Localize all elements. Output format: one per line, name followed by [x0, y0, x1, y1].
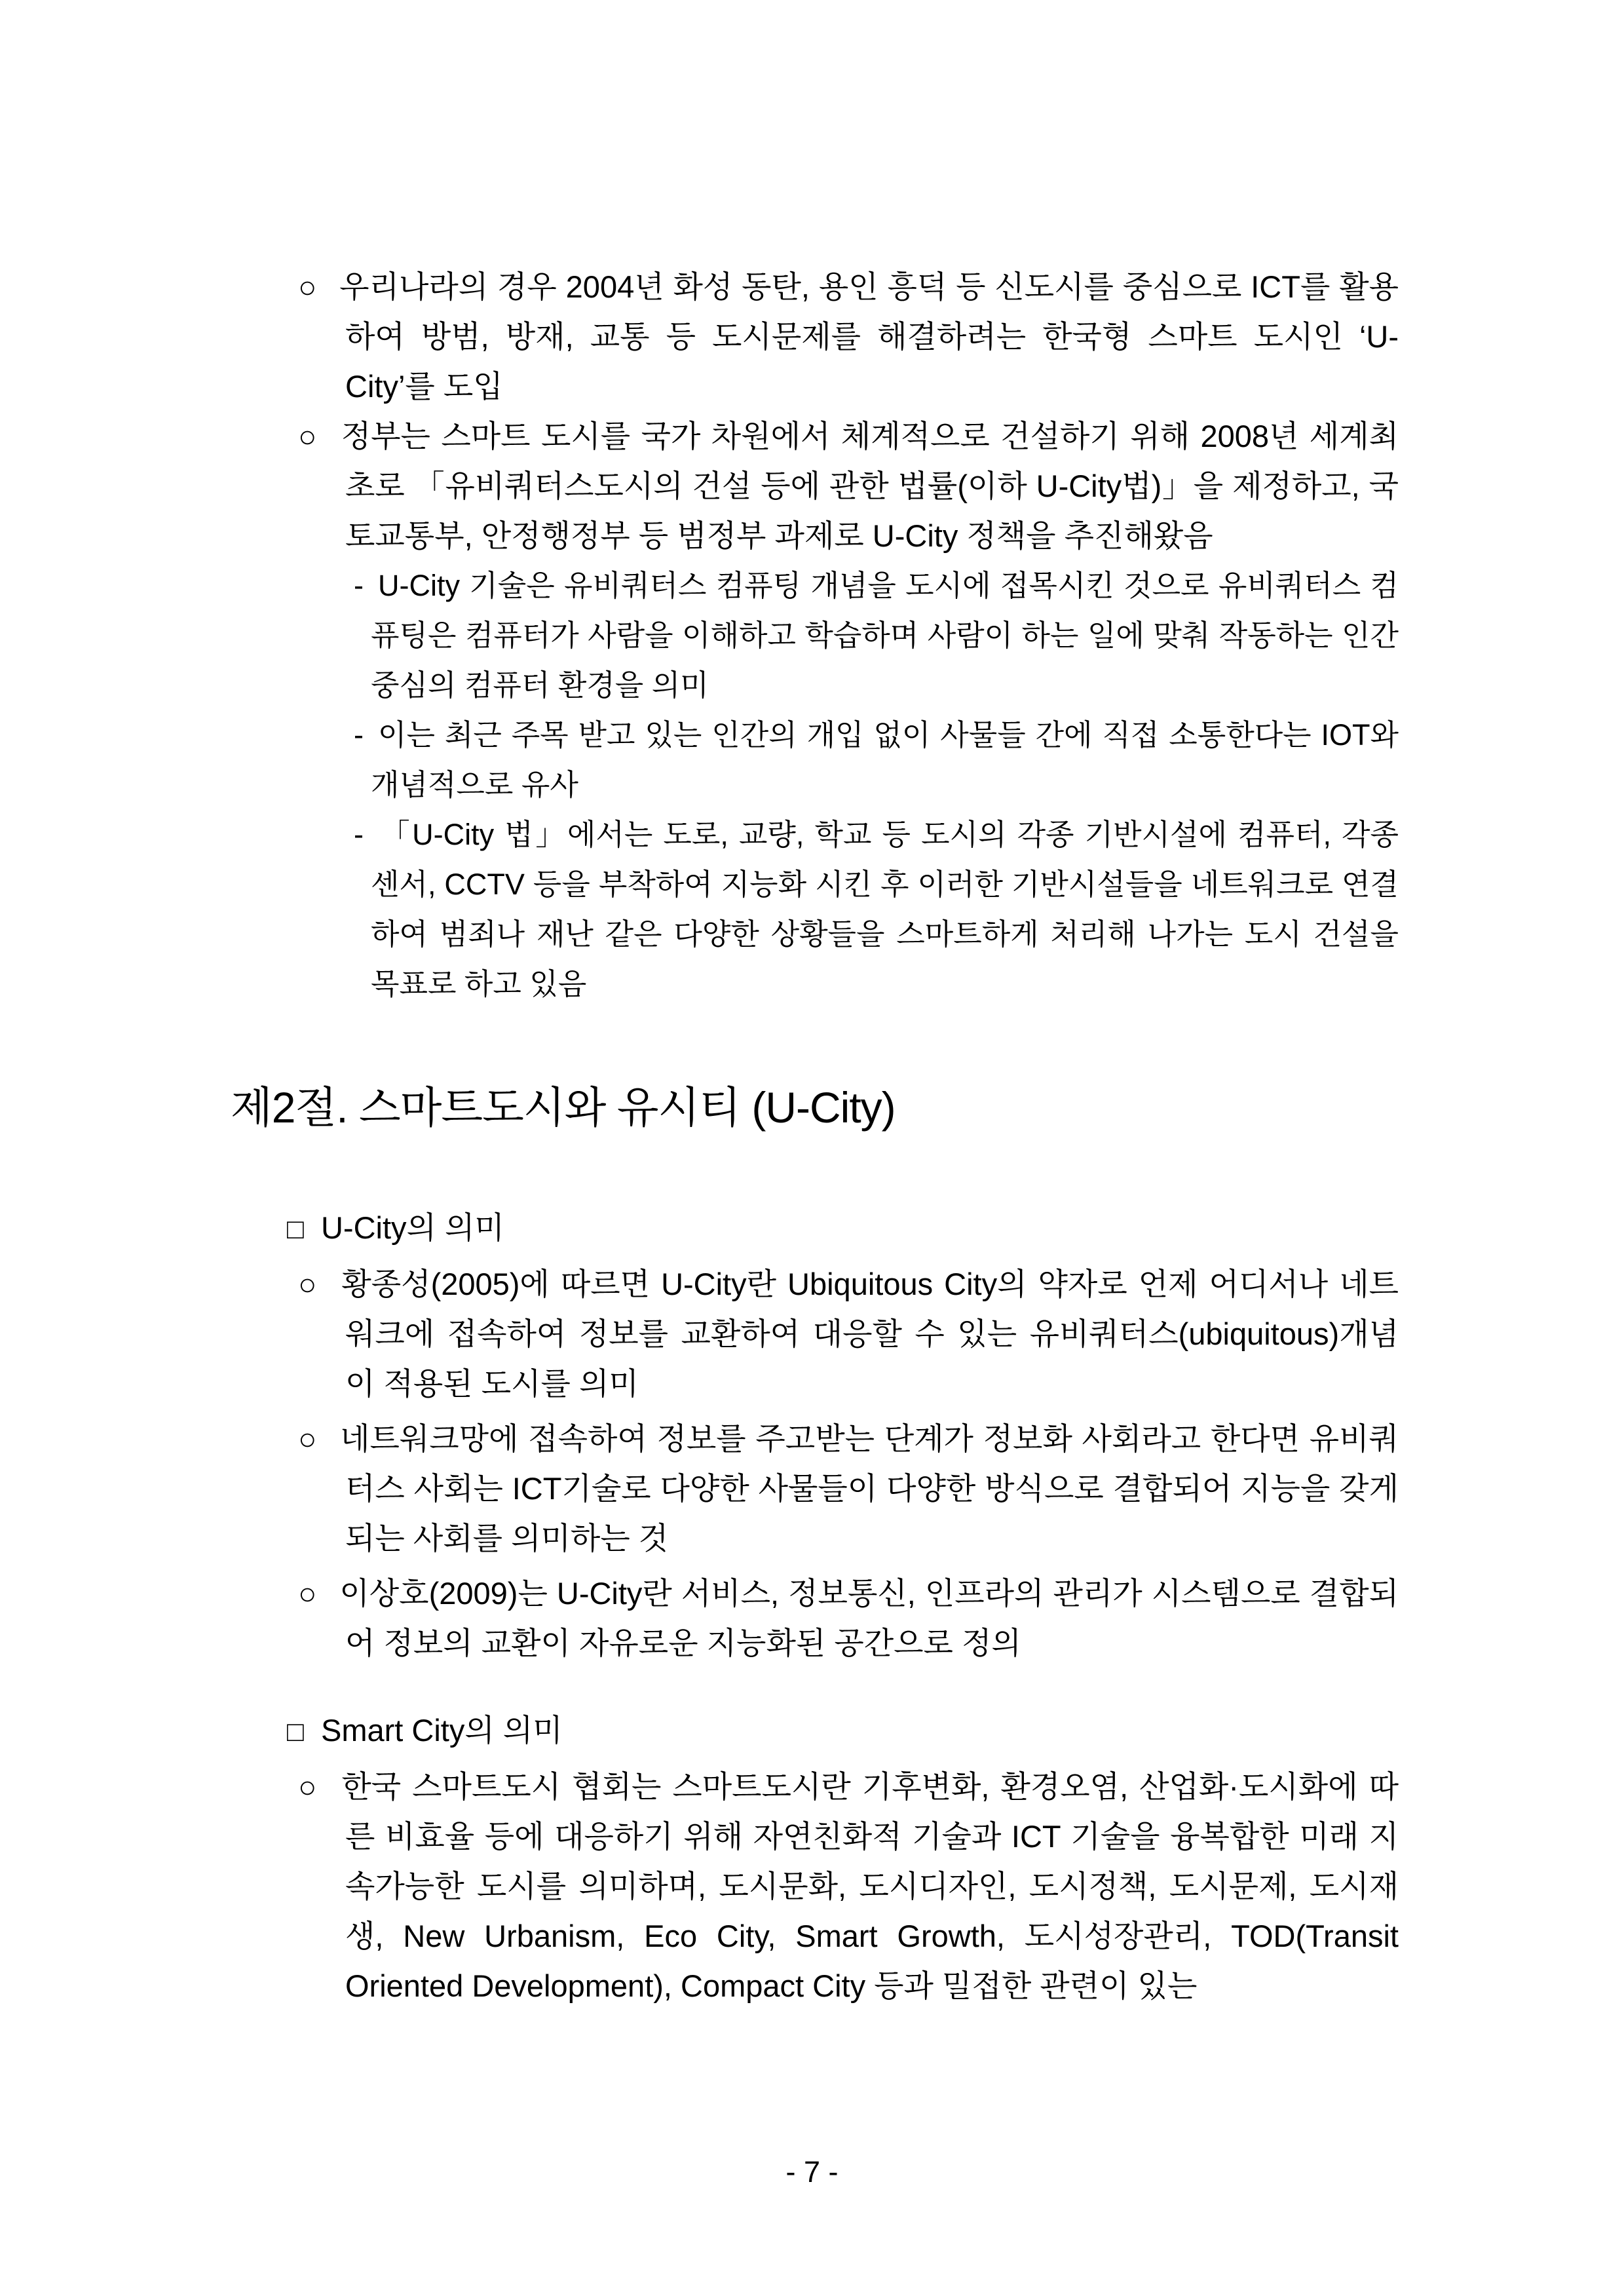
- list-item: [298, 1762, 1399, 2011]
- sub-heading-text: Smart City의 의미: [320, 1713, 563, 1748]
- sub-list-item-text: 이는 최근 주목 받고 있는 인간의 개입 없이 사물들 간에 직접 소통한다는 IOT와 개념적으로 유사: [371, 718, 1399, 801]
- list-item: [298, 411, 1399, 561]
- list-item-text: 이상호(2009)는 U-City란 서비스, 정보통신, 인프라의 관리가 시스템으로 결합되어 정보의 교환이 자유로운 지능화된 공간으로 정의: [339, 1576, 1399, 1660]
- circle-bullet-marker: ○: [298, 1576, 318, 1611]
- list-item-text: 정부는 스마트 도시를 국가 차원에서 체계적으로 건설하기 위해 2008년 세계최초로 「유비쿼터스도시의 건설 등에 관한 법률(이하 U-City법)」을 제정하고, 국토교통부, 안정행정부 등 범정부 과제로 U-City 정책을 추진해왔음: [341, 419, 1399, 553]
- section-heading: 제2절. 스마트도시와 유시티 (U-City): [231, 1083, 896, 1132]
- sub-list-item: [298, 810, 1399, 1009]
- dash-bullet-marker: -: [354, 718, 364, 752]
- circle-bullet-marker: ○: [298, 1267, 320, 1301]
- dash-bullet-marker: -: [354, 818, 364, 851]
- document-content: [231, 262, 1399, 2011]
- list-item: [298, 1414, 1399, 1563]
- list-item: [298, 262, 1399, 411]
- intro-section: [298, 262, 1399, 1009]
- list-item-text: 황종성(2005)에 따르면 U-City란 Ubiquitous City의 약자로 언제 어디서나 네트워크에 접속하여 정보를 교환하여 대응할 수 있는 유비쿼터스(ubiquitous)개념이 적용된 도시를 의미: [341, 1267, 1399, 1401]
- sub-list-item-text: 「U-City 법」에서는 도로, 교량, 학교 등 도시의 각종 기반시설에 컴퓨터, 각종 센서, CCTV 등을 부착하여 지능화 시킨 후 이러한 기반시설들을 네트워크로 연결하여 범죄나 재난 같은 다양한 상황들을 스마트하게 처리해 나가는 도시 건설을 목표로 하고 있음: [371, 818, 1399, 1001]
- u-city-sub-heading: [287, 1203, 1399, 1254]
- page-number: - 7 -: [785, 2155, 839, 2189]
- square-bullet-marker: □: [287, 1716, 304, 1748]
- smart-city-section: [287, 1706, 1399, 2011]
- circle-bullet-marker: ○: [298, 1769, 320, 1804]
- dash-bullet-marker: -: [354, 569, 364, 602]
- list-item: [298, 1259, 1399, 1409]
- sub-heading-text: U-City의 의미: [320, 1210, 504, 1245]
- circle-bullet-marker: ○: [298, 419, 319, 453]
- circle-bullet-marker: ○: [298, 269, 318, 304]
- list-item: [298, 1569, 1399, 1668]
- sub-list-item: [298, 710, 1399, 810]
- sub-list-item: [298, 561, 1399, 710]
- list-item-text: 우리나라의 경우 2004년 화성 동탄, 용인 흥덕 등 신도시를 중심으로 ICT를 활용하여 방범, 방재, 교통 등 도시문제를 해결하려는 한국형 스마트 도시인 ‘U-City’를 도입: [339, 269, 1399, 404]
- circle-bullet-marker: ○: [298, 1421, 318, 1456]
- u-city-section: [287, 1203, 1399, 1668]
- list-item-text: 네트워크망에 접속하여 정보를 주고받는 단계가 정보화 사회라고 한다면 유비쿼터스 사회는 ICT기술로 다양한 사물들이 다양한 방식으로 결합되어 지능을 갖게 되는 사회를 의미하는 것: [340, 1421, 1399, 1556]
- list-item-text: 한국 스마트도시 협회는 스마트도시란 기후변화, 환경오염, 산업화·도시화에 따른 비효율 등에 대응하기 위해 자연친화적 기술과 ICT 기술을 융복합한 미래 지속가능한 도시를 의미하며, 도시문화, 도시디자인, 도시정책, 도시문제, 도시재생, New Urbanism, Eco City, Smart Growth, 도시성장관리, TOD(Transit Oriented Development), Compact City 등과 밀접한 관련이 있는: [341, 1769, 1399, 2003]
- sub-list-item-text: U-City 기술은 유비쿼터스 컴퓨팅 개념을 도시에 접목시킨 것으로 유비쿼터스 컴퓨팅은 컴퓨터가 사람을 이해하고 학습하며 사람이 하는 일에 맞춰 작동하는 인간 중심의 컴퓨터 환경을 의미: [371, 569, 1399, 702]
- square-bullet-marker: □: [287, 1214, 304, 1245]
- smart-city-sub-heading: [287, 1706, 1399, 1757]
